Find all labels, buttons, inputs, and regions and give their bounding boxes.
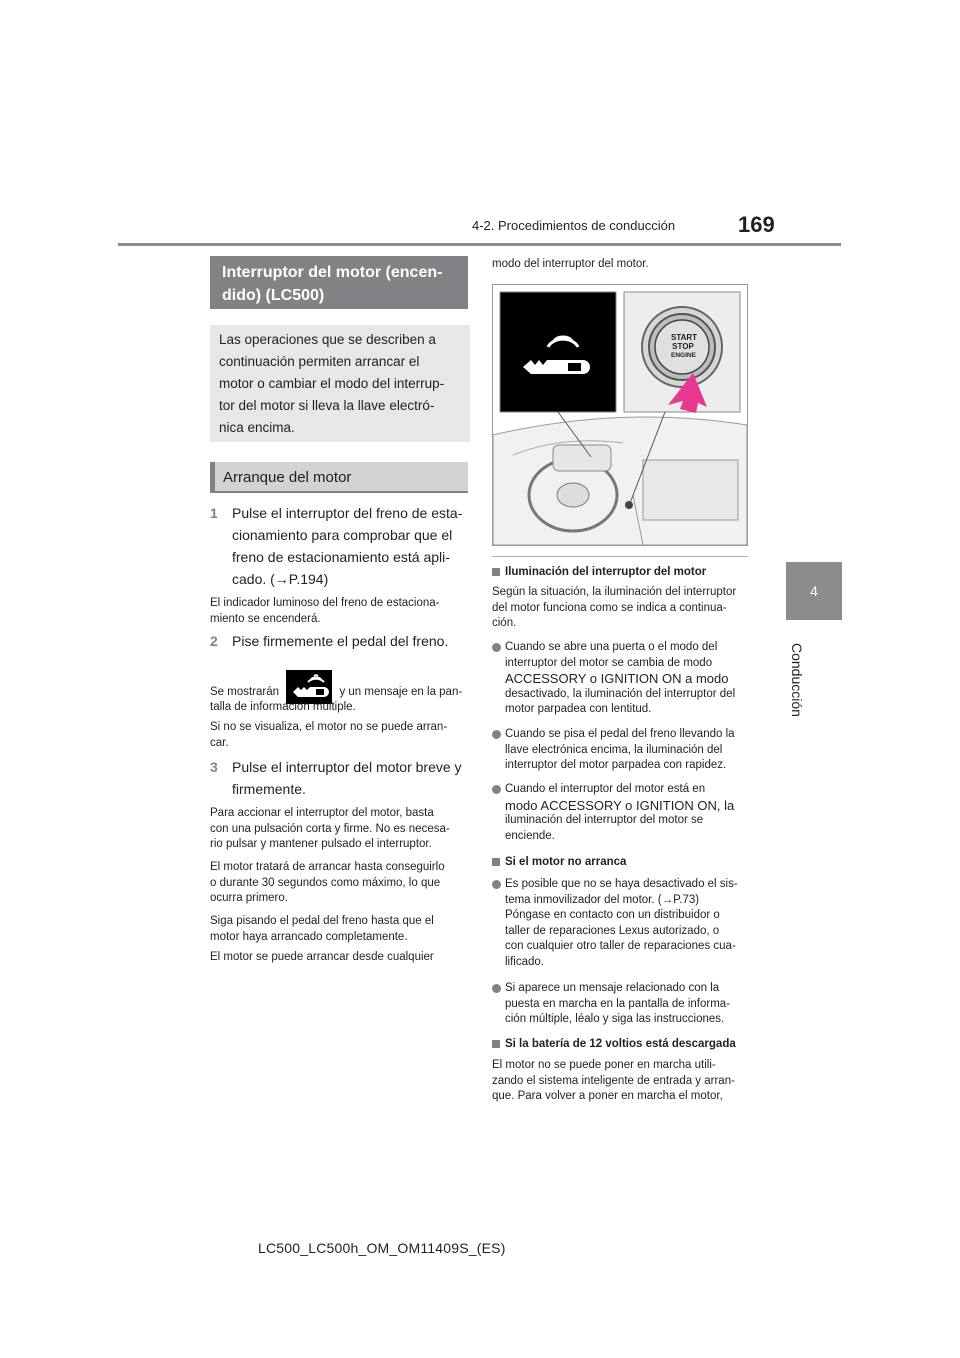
step-line: Pise firmemente el pedal del freno. [232,633,449,649]
note-keep-brake [210,914,472,945]
figure-rule [492,556,748,557]
step-line: Pulse el interruptor del motor breve y [232,759,462,775]
section-title-line: dido) (LC500) [222,287,325,304]
chapter-label: Conducción [789,643,805,717]
heading-illumination [492,565,750,581]
text-line: taller de reparaciones Lexus autorizado, o [505,924,720,937]
bullet-icon [492,785,501,794]
text-line: modo ACCESSORY o IGNITION ON, la [505,797,735,813]
intro-line: continuación permiten arrancar el [219,354,420,369]
note-line: rio pulsar y mantener pulsado el interruptor. [210,838,432,850]
square-bullet-icon [492,1040,500,1048]
note-line: motor haya arrancado completamente. [210,930,408,943]
step-line: Pulse el interruptor del freno de esta- [232,505,463,521]
step-1 [210,502,470,590]
paragraph-illumination [492,585,750,632]
text-line: Es posible que no se haya desactivado el sis- [505,878,738,890]
heading-text: Si la batería de 12 voltios está descargada [505,1038,736,1050]
note-parking-indicator [210,596,472,627]
step-line: cionamiento para comprobar que el [232,527,453,543]
bullet-icon [492,643,501,652]
key-indicator-icon [286,670,332,704]
step-number: 1 [210,505,218,521]
text-line: enciende. [505,829,555,842]
text-line: iluminación del interruptor del motor se [505,814,704,826]
bullet-icon [492,730,501,739]
square-bullet-icon [492,568,500,576]
bullet-brake-pedal [492,727,750,774]
text-line: del motor funciona como se indica a continua- [492,601,727,614]
note-line: El motor se puede arrancar desde cualquier [210,951,434,963]
bullet-start-message [492,981,750,1028]
text-line: llave electrónica encima, la iluminación del [505,743,723,756]
bullet-immobilizer [492,877,750,970]
note-line: Siga pisando el pedal del freno hasta que el [210,915,434,927]
continuation-text: modo del interruptor del motor. [492,258,649,270]
text-line: Cuando se abre una puerta o el modo del [505,641,718,653]
step-line: firmemente. [232,781,306,797]
page-number: 169 [738,212,775,237]
section-title [210,256,468,309]
intro-line: nica encima. [219,420,295,435]
bullet-icon [492,880,501,889]
text-line: El motor no se puede poner en marcha utili- [492,1059,716,1071]
text-line: interruptor del motor se cambia de modo [505,656,713,669]
note-line: con una pulsación corta y firme. No es necesa- [210,822,450,835]
text-line: Cuando se pisa el pedal del freno llevando la [505,728,735,740]
heading-text: Iluminación del interruptor del motor [505,566,707,578]
note-line: ocurra primero. [210,892,288,904]
chapter-tab: 4 [786,562,842,620]
note-line: talla de información múltiple. [210,701,356,713]
note-line: miento se encenderá. [210,612,321,625]
text-line: Si aparece un mensaje relacionado con la [505,982,720,994]
note-press-switch [210,806,472,853]
text-line: motor parpadea con lentitud. [505,703,652,715]
square-bullet-icon [492,858,500,866]
footer-document-code: LC500_LC500h_OM_OM11409S_(ES) [258,1240,506,1256]
note-line: car. [210,736,229,749]
step-number: 3 [210,759,218,775]
header-rule [118,243,841,246]
heading-battery [492,1037,750,1053]
note-display-message [210,675,472,701]
header-section-title: 4-2. Procedimientos de conducción [472,218,676,233]
step-3 [210,756,470,800]
intro-line: motor o cambiar el modo del interrup- [219,376,445,391]
bullet-door-open [492,640,750,718]
subsection-title: Arranque del motor [210,462,468,493]
step-line: cado. (→P.194) [232,571,329,587]
note-no-display [210,720,472,751]
bullet-accessory-mode [492,782,750,844]
engine-switch-illustration [492,284,748,546]
text-line: puesta en marcha en la pantalla de informa- [505,997,731,1010]
intro-box [210,325,470,442]
text-line: ACCESSORY o IGNITION ON a modo [505,671,729,686]
start-stop-button-label [671,333,698,360]
intro-line: tor del motor si lleva la llave electró- [219,398,435,413]
text-line: interruptor del motor parpadea con rapidez. [505,759,727,771]
heading-no-start [492,855,750,871]
note-line: El motor tratará de arrancar hasta conseguirlo [210,861,445,873]
intro-line: Las operaciones que se describen a [219,332,436,347]
button-text: START [671,333,698,342]
paragraph-battery [492,1058,750,1105]
note-line: o durante 30 segundos como máximo, lo que [210,876,441,889]
note-30-seconds [210,860,472,907]
note-text: y un mensaje en la pan- [339,686,463,699]
text-line: que. Para volver a poner en marcha el motor, [492,1090,723,1102]
section-title-line: Interruptor del motor (encen- [222,264,443,281]
step-number: 2 [210,633,218,649]
bullet-icon [492,984,501,993]
text-line: ción. [492,617,517,629]
note-line: El indicador luminoso del freno de estaciona- [210,597,440,609]
note-text: Se mostrarán [210,686,280,699]
note-line: Para accionar el interruptor del motor, basta [210,807,434,819]
text-line: desactivado, la iluminación del interruptor del [505,687,736,700]
step-line: freno de estacionamiento está apli- [232,549,450,565]
button-text: STOP [672,342,694,351]
text-line: Según la situación, la iluminación del interruptor [492,586,737,598]
note-any-mode [210,950,472,966]
heading-text: Si el motor no arranca [505,856,627,868]
text-line: tema inmovilizador del motor. (→P.73) [505,893,700,906]
text-line: lificado. [505,955,544,968]
text-line: ción múltiple, léalo y siga las instrucciones. [505,1013,725,1025]
text-line: Póngase en contacto con un distribuidor o [505,909,720,921]
text-line: zando el sistema inteligente de entrada y arran- [492,1074,735,1087]
text-line: con cualquier otro taller de reparaciones cua- [505,940,736,952]
step-2 [210,630,470,652]
button-text: ENGINE [671,352,696,359]
note-line: Si no se visualiza, el motor no se puede arran- [210,721,448,733]
text-line: Cuando el interruptor del motor está en [505,783,706,795]
